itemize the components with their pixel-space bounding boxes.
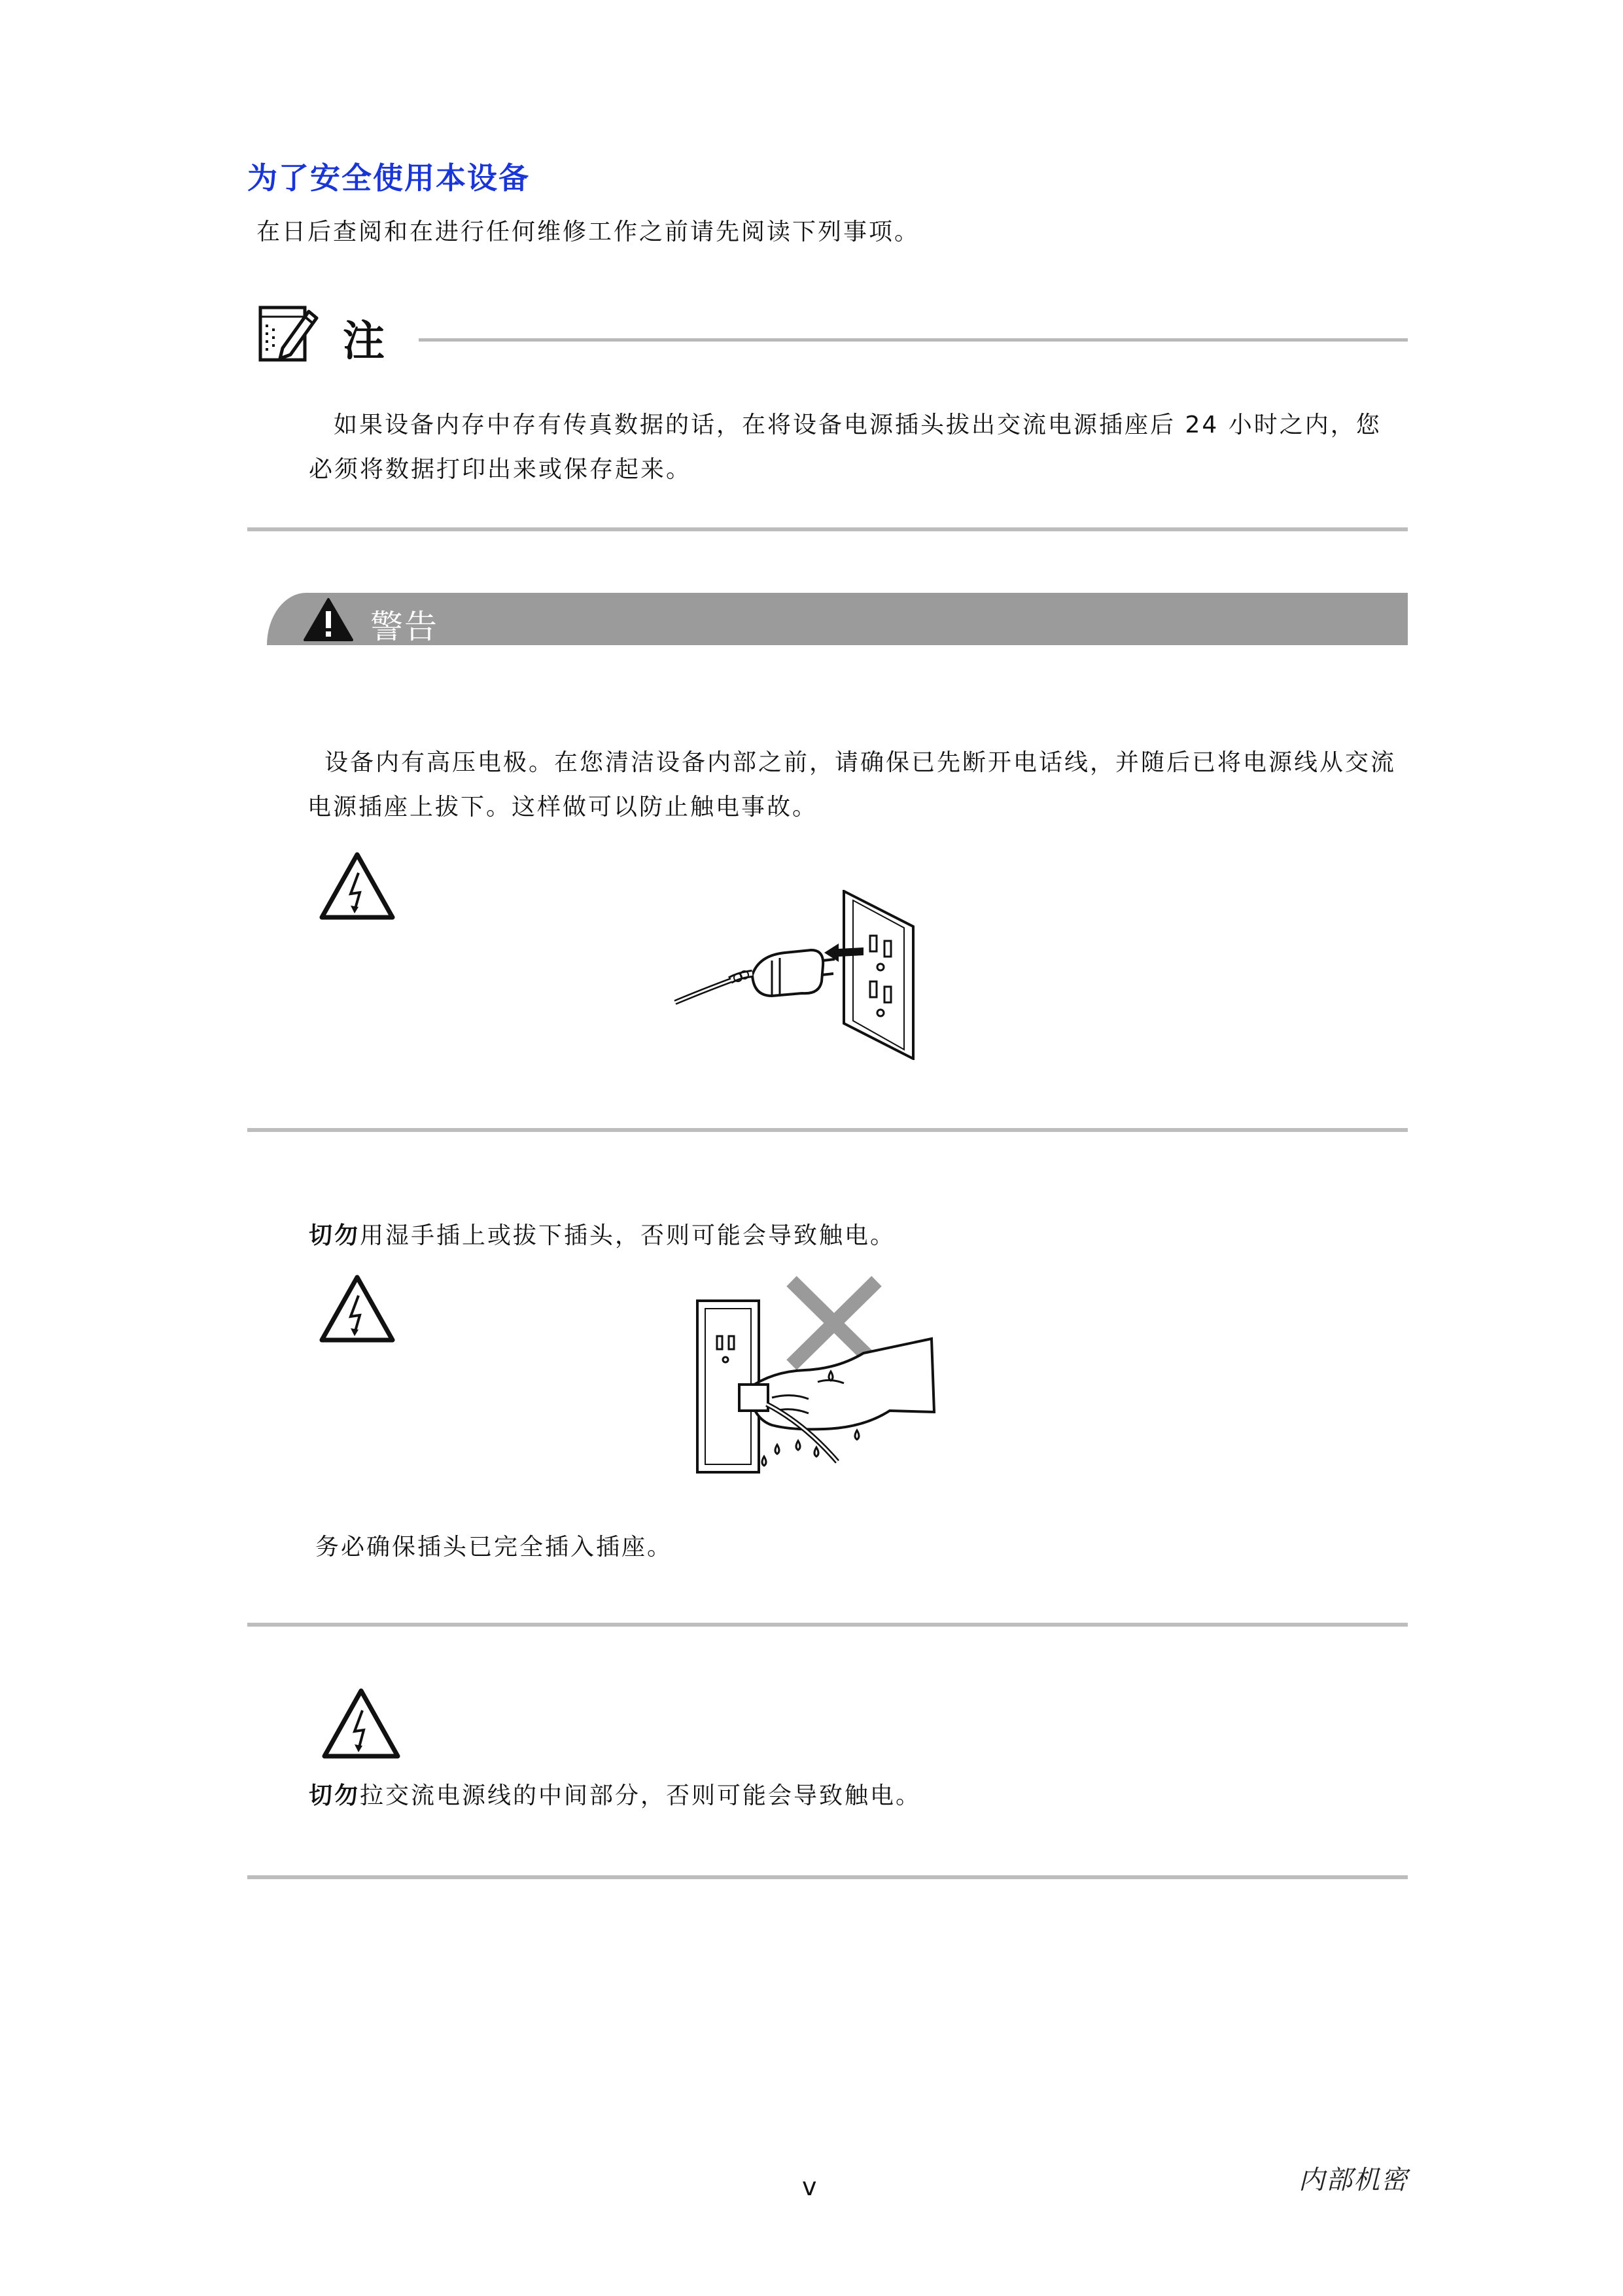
warning-exclamation-icon — [302, 597, 355, 643]
unplug-cord-illustration — [674, 890, 935, 1060]
warning-item-2-extra: 务必确保插头已完全插入插座。 — [315, 1534, 673, 1561]
note-pencil-icon — [256, 302, 319, 365]
warning-item-2-line — [309, 1217, 896, 1250]
warning-item-2-text: 用湿手插上或拔下插头，否则可能会导致触电。 — [360, 1222, 896, 1249]
warning-item-1-text: 设备内有高压电极。在您清洁设备内部之前，请确保已先断开电话线，并随后已将电源线从交流电源插座上拔下。这样做可以防止触电事故。 — [307, 749, 1397, 821]
section-divider — [247, 1623, 1408, 1627]
section-divider — [247, 527, 1408, 531]
wet-hand-plug-illustration — [693, 1273, 935, 1476]
section-divider — [247, 1875, 1408, 1879]
page-heading: 为了安全使用本设备 — [247, 160, 530, 196]
note-title: 注 — [343, 317, 385, 366]
warning-item-3-bold: 切勿 — [309, 1782, 360, 1809]
warning-label: 警告 — [370, 608, 438, 646]
electric-shock-icon — [318, 1273, 396, 1344]
page-number: v — [802, 2172, 817, 2201]
warning-item-2-bold: 切勿 — [309, 1222, 360, 1249]
electric-shock-icon — [321, 1687, 402, 1760]
note-text: 如果设备内存中存有传真数据的话，在将设备电源插头拔出交流电源插座后 24 小时之内，您必须将数据打印出来或保存起来。 — [309, 412, 1382, 483]
electric-shock-icon — [318, 851, 396, 921]
intro-text: 在日后查阅和在进行任何维修工作之前请先阅读下列事项。 — [256, 219, 920, 245]
warning-item-3-line — [309, 1777, 921, 1810]
warning-item-3-text: 拉交流电源线的中间部分，否则可能会导致触电。 — [360, 1782, 922, 1809]
note-divider — [419, 338, 1408, 342]
section-divider — [247, 1128, 1408, 1132]
confidential-label: 内部机密 — [1299, 2165, 1408, 2195]
